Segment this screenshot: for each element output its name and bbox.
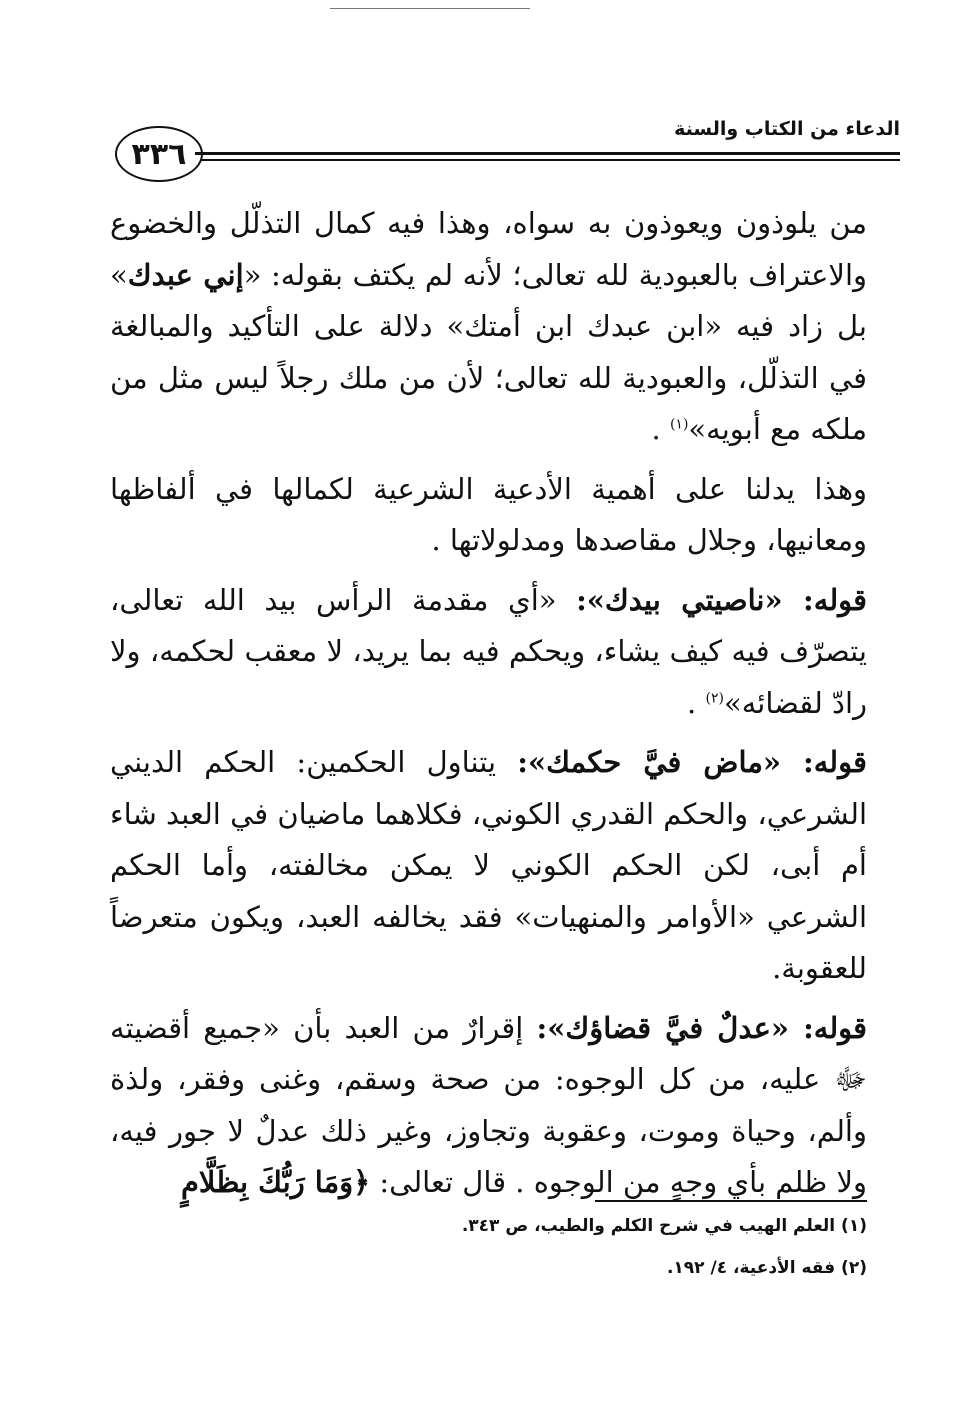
paragraph-1-text-b: » بل زاد فيه «ابن عبدك ابن أمتك» دلالة على التأكيد والمبالغة في التذلّل، والعبودية لله تعالى؛ لأن من ملك رجلاً ليس مثل من ملكه مع أبويه» [110,257,868,446]
paragraph-4-lead: قوله: «ماض فيَّ حكمك»: [517,745,867,779]
header-rule-thin [201,159,900,161]
paragraph-1-text-a: من يلوذون ويعوذون به سواه، وهذا فيه كمال التذلّل والخضوع والاعتراف بالعبودية لله تعالى؛ لأنه لم يكتف بقوله: « [110,206,868,292]
running-title: الدعاء من الكتاب والسنة [674,118,900,140]
paragraph-5-text: إقرارٌ من العبد بأن «جميع أقضيته ﷻ عليه، من كل الوجوه: من صحة وسقم، وغنى وفقر، ولذة وألم، وحياة وموت، وعقوبة وتجاوز، وغير ذلك عدلٌ لا جور فيه، ولا ظلم بأي وجهٍ من الوجوه . قال تعالى: [110,1010,867,1199]
paragraph-3 [110,575,867,730]
paragraph-1-text-c: . [651,412,670,446]
paragraph-2 [110,464,867,567]
header-rule-thick [195,152,900,155]
paragraph-3-lead: قوله: «ناصيتي بيدك»: [576,582,867,617]
paragraph-4 [110,737,867,995]
footnote-ref-1: (١) [669,416,689,433]
page-header [115,118,900,188]
footnote-rule [595,1200,867,1202]
top-rule [330,8,530,9]
paragraph-3-text-c: . [687,685,706,720]
paragraph-5-lead: قوله: «عدلٌ فيَّ قضاؤك»: [536,1010,868,1045]
paragraph-1-bold: إني عبدك [127,257,244,292]
paragraph-3-text: «أي مقدمة الرأس بيد الله تعالى، يتصرّف فيه كيف يشاء، ويحكم فيه بما يريد، لا معقب لحكمه، ولا رادّ لقضائه» [110,582,867,720]
footnote-2: (٢) فقه الأدعية، ٤/ ١٩٢. [666,1258,867,1278]
footnote-1: (١) العلم الهيب في شرح الكلم والطيب، ص ٣٤٣. [461,1216,867,1236]
main-text [110,198,867,1217]
paragraph-4-text: يتناول الحكمين: الحكم الديني الشرعي، والحكم القدري الكوني، فكلاهما ماضيان في العبد شاء أم أبى، لكن الحكم الكوني لا يمكن مخالفته، وأما الحكم الشرعي «الأوامر والمنهيات» فقد يخالفه العبد، ويكون متعرضاً للعقوبة. [110,745,867,985]
footnote-ref-2: (٢) [705,689,724,706]
page-number: ٣٣٦ [115,126,203,182]
paragraph-1 [110,198,867,456]
footnotes [110,1205,867,1289]
quran-quote: ﴿وَمَا رَبُّكَ بِظَلَّامٍ [180,1165,371,1199]
paragraph-5 [110,1003,867,1209]
paragraph-2-text: وهذا يدلنا على أهمية الأدعية الشرعية لكمالها في ألفاظها ومعانيها، وجلال مقاصدها ومدلولاتها . [110,471,867,557]
